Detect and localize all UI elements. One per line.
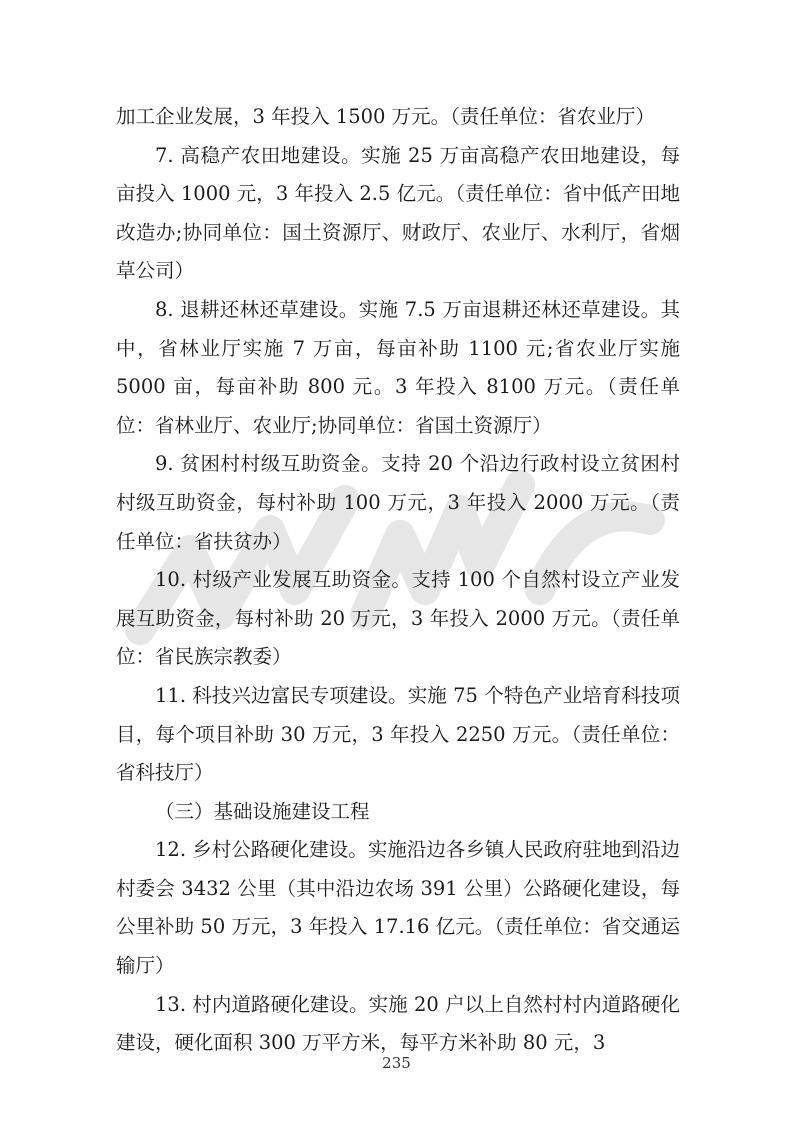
- document-body: [116, 98, 680, 1063]
- paragraph-item-7: 7. 高稳产农田地建设。实施 25 万亩高稳产农田地建设，每亩投入 1000 元，3 年投入 2.5 亿元。（责任单位：省中低产田地改造办;协同单位：国土资源厅、财政厅、农业厅、水利厅，省烟草公司）: [116, 143, 680, 283]
- section-heading: （三）基础设施建设工程: [155, 799, 370, 823]
- page-number: 235: [382, 1054, 411, 1072]
- paragraph-item-10: 10. 村级产业发展互助资金。支持 100 个自然村设立产业发展互助资金，每村补助 20 万元，3 年投入 2000 万元。（责任单位：省民族宗教委）: [116, 568, 680, 669]
- paragraph-item-9: 9. 贫困村村级互助资金。支持 20 个沿边行政村设立贫困村村级互助资金，每村补助 100 万元，3 年投入 2000 万元。（责任单位：省扶贫办）: [116, 452, 680, 553]
- paragraph-item-13: 13. 村内道路硬化建设。实施 20 户以上自然村村内道路硬化建设，硬化面积 300 万平方米，每平方米补助 80 元，3: [116, 992, 680, 1055]
- paragraph-continuation: 加工企业发展，3 年投入 1500 万元。（责任单位：省农业厅）: [116, 105, 655, 128]
- paragraph-item-11: 11. 科技兴边富民专项建设。实施 75 个特色产业培育科技项目，每个项目补助 30 万元，3 年投入 2250 万元。（责任单位：省科技厅）: [116, 683, 680, 785]
- paragraph-item-12: 12. 乡村公路硬化建设。实施沿边各乡镇人民政府驻地到沿边村委会 3432 公里（其中沿边农场 391 公里）公路硬化建设，每公里补助 50 万元，3 年投入 17.16 亿元。（责任单位：省交通运输厅）: [116, 838, 680, 978]
- paragraph-item-8: 8. 退耕还林还草建设。实施 7.5 万亩退耕还林还草建设。其中，省林业厅实施 7 万亩，每亩补助 1100 元;省农业厅实施 5000 亩，每亩补助 800 元。3 年投入 8100 万元。（责任单位：省林业厅、农业厅;协同单位：省国土资源厅）: [116, 297, 680, 437]
